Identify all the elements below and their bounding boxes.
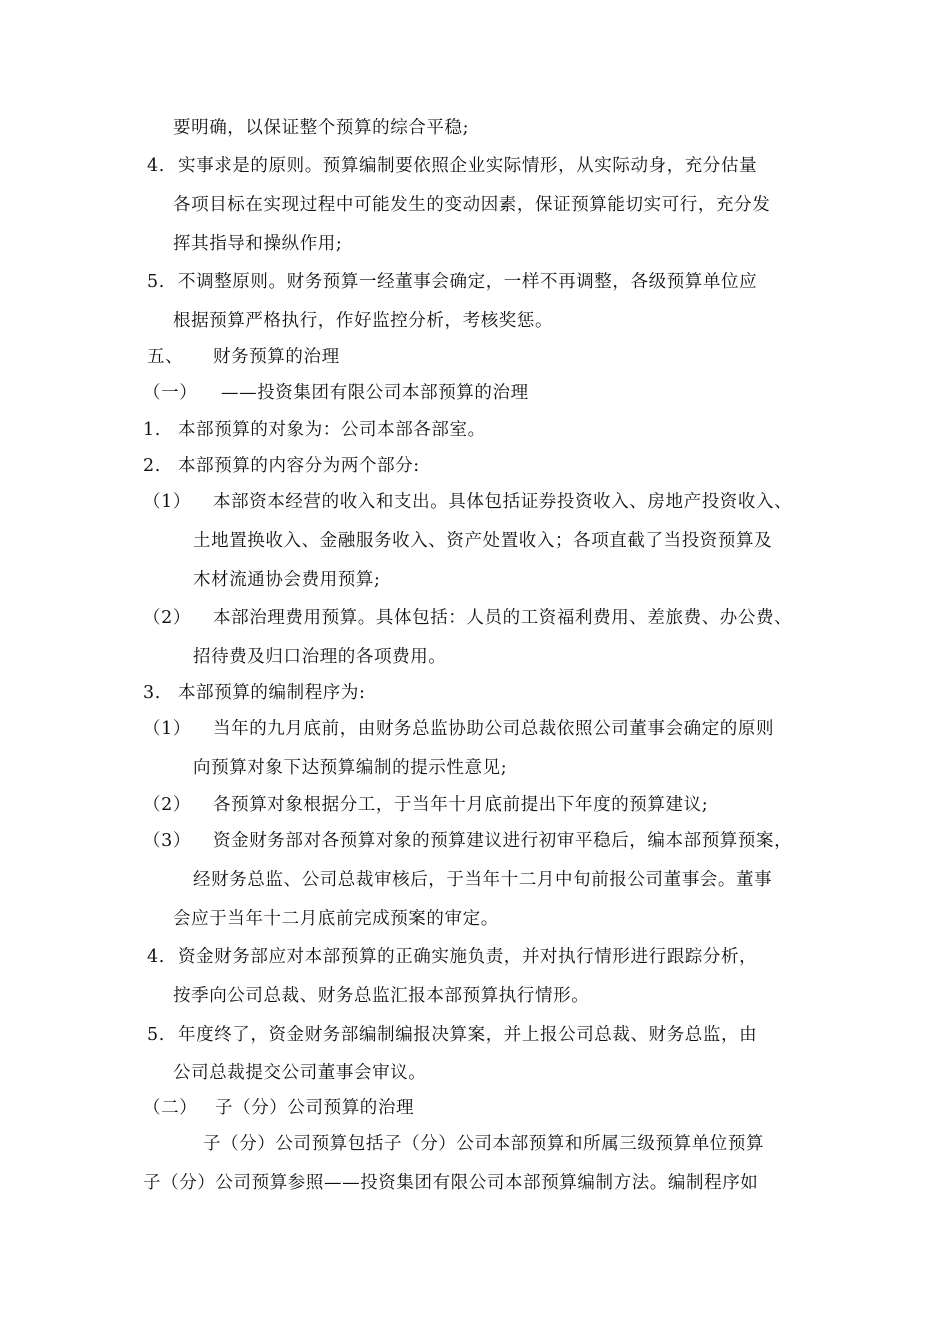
subsection-number: （二） bbox=[143, 1098, 198, 1118]
text-line: 不调整原则。财务预算一经董事会确定，一样不再调整，各级预算单位应 bbox=[178, 272, 758, 292]
text-line: 经财务总监、公司总裁审核后，于当年十二月中旬前报公司董事会。董事 bbox=[193, 870, 773, 890]
text-line: 要明确，以保证整个预算的综合平稳; bbox=[173, 118, 470, 138]
text-line: 年度终了，资金财务部编制编报决算案，并上报公司总裁、财务总监，由 bbox=[178, 1025, 758, 1045]
text-line: 资金财务部对各预算对象的预算建议进行初审平稳后，编本部预算预案， bbox=[213, 831, 793, 851]
text-line: 挥其指导和操纵作用; bbox=[173, 234, 343, 254]
list-number: （1） bbox=[143, 719, 191, 739]
text-line: 向预算对象下达预算编制的提示性意见; bbox=[193, 758, 508, 778]
list-number: 1. bbox=[143, 420, 161, 440]
text-line: 招待费及归口治理的各项费用。 bbox=[193, 647, 447, 667]
text-line: 本部资本经营的收入和支出。具体包括证券投资收入、房地产投资收入、 bbox=[213, 492, 793, 512]
list-number: 3. bbox=[143, 683, 161, 703]
text-line: 土地置换收入、金融服务收入、资产处置收入；各项直截了当投资预算及 bbox=[193, 531, 773, 551]
paragraph-line: 子（分）公司预算包括子（分）公司本部预算和所属三级预算单位预算 bbox=[203, 1134, 765, 1154]
list-number: （3） bbox=[143, 831, 191, 851]
section-heading: 财务预算的治理 bbox=[213, 347, 340, 367]
text-line: 根据预算严格执行，作好监控分析，考核奖惩。 bbox=[173, 311, 554, 331]
list-number: （2） bbox=[143, 608, 191, 628]
list-number: 2. bbox=[143, 456, 161, 476]
text-line: 本部预算的内容分为两个部分: bbox=[178, 456, 420, 476]
list-number: 5. bbox=[147, 272, 165, 292]
text-line: 资金财务部应对本部预算的正确实施负责，并对执行情形进行跟踪分析， bbox=[178, 947, 758, 967]
list-number: 4. bbox=[147, 947, 165, 967]
text-line: 当年的九月底前，由财务总监协助公司总裁依照公司董事会确定的原则 bbox=[213, 719, 775, 739]
subsection-number: （一） bbox=[143, 383, 198, 403]
section-number: 五、 bbox=[147, 347, 184, 367]
text-line: 按季向公司总裁、财务总监汇报本部预算执行情形。 bbox=[173, 986, 590, 1006]
list-number: （1） bbox=[143, 492, 191, 512]
text-line: 本部预算的对象为：公司本部各部室。 bbox=[178, 420, 486, 440]
text-line: 公司总裁提交公司董事会审议。 bbox=[173, 1063, 427, 1083]
text-line: 各预算对象根据分工，于当年十月底前提出下年度的预算建议; bbox=[213, 795, 709, 815]
text-line: 本部预算的编制程序为: bbox=[178, 683, 366, 703]
text-line: 木材流通协会费用预算; bbox=[193, 570, 381, 590]
subsection-heading: 子（分）公司预算的治理 bbox=[215, 1098, 415, 1118]
subsection-heading: ——投资集团有限公司本部预算的治理 bbox=[221, 383, 529, 403]
paragraph-line: 子（分）公司预算参照——投资集团有限公司本部预算编制方法。编制程序如 bbox=[143, 1173, 759, 1193]
text-line: 各项目标在实现过程中可能发生的变动因素，保证预算能切实可行，充分发 bbox=[173, 195, 771, 215]
list-number: （2） bbox=[143, 795, 191, 815]
text-line: 本部治理费用预算。具体包括：人员的工资福利费用、差旅费、办公费、 bbox=[213, 608, 793, 628]
text-line: 实事求是的原则。预算编制要依照企业实际情形，从实际动身，充分估量 bbox=[178, 156, 758, 176]
list-number: 5. bbox=[147, 1025, 165, 1045]
text-line: 会应于当年十二月底前完成预案的审定。 bbox=[173, 909, 499, 929]
list-number: 4. bbox=[147, 156, 165, 176]
